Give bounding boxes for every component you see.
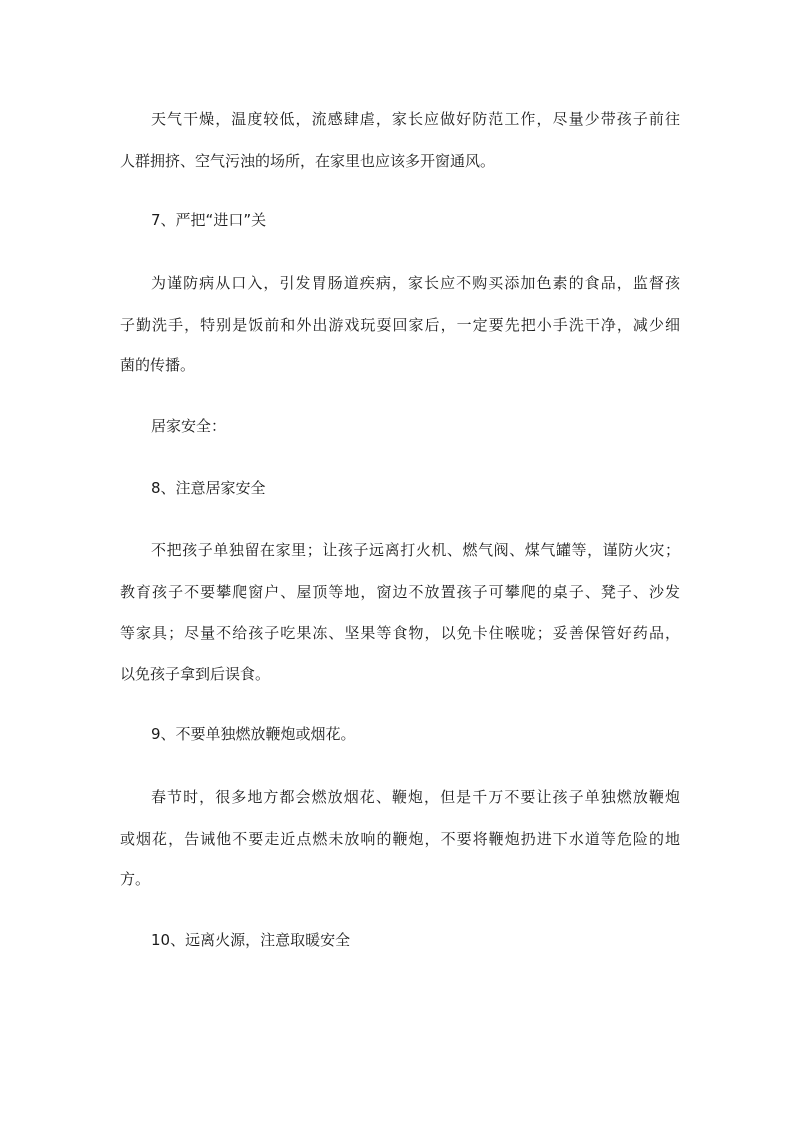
paragraph-line: 方。 <box>120 870 151 888</box>
paragraph-line: 子勤洗手，特别是饭前和外出游戏玩耍回家后，一定要先把小手洗干净，减少细 <box>120 316 680 334</box>
paragraph-line: 为谨防病从口入，引发胃肠道疾病，家长应不购买添加色素的食品，监督孩 <box>151 274 680 292</box>
paragraph-line: 以免孩子拿到后误食。 <box>120 665 271 683</box>
paragraph-line: 春节时，很多地方都会燃放烟花、鞭炮，但是千万不要让孩子单独燃放鞭炮 <box>151 788 680 806</box>
paragraph-line: 人群拥挤、空气污浊的场所，在家里也应该多开窗通风。 <box>120 152 496 170</box>
paragraph-line: 天气干燥，温度较低，流感肆虐，家长应做好防范工作，尽量少带孩子前往 <box>151 110 680 128</box>
heading-item-10: 10、远离火源，注意取暖安全 <box>151 931 351 949</box>
heading-item-9: 9、不要单独燃放鞭炮或烟花。 <box>151 725 356 743</box>
paragraph-line: 教育孩子不要攀爬窗户、屋顶等地，窗边不放置孩子可攀爬的桌子、凳子、沙发 <box>120 583 680 601</box>
paragraph-line: 不把孩子单独留在家里；让孩子远离打火机、燃气阀、煤气罐等，谨防火灾； <box>151 541 680 559</box>
heading-item-7: 7、严把“进口”关 <box>151 211 267 229</box>
section-title-home-safety: 居家安全： <box>151 417 227 435</box>
heading-item-8: 8、注意居家安全 <box>151 479 266 497</box>
paragraph-line: 或烟花，告诫他不要走近点燃未放响的鞭炮，不要将鞭炮扔进下水道等危险的地 <box>120 830 680 848</box>
paragraph-line: 菌的传播。 <box>120 356 196 374</box>
paragraph-line: 等家具；尽量不给孩子吃果冻、坚果等食物，以免卡住喉咙；妥善保管好药品， <box>120 624 680 642</box>
